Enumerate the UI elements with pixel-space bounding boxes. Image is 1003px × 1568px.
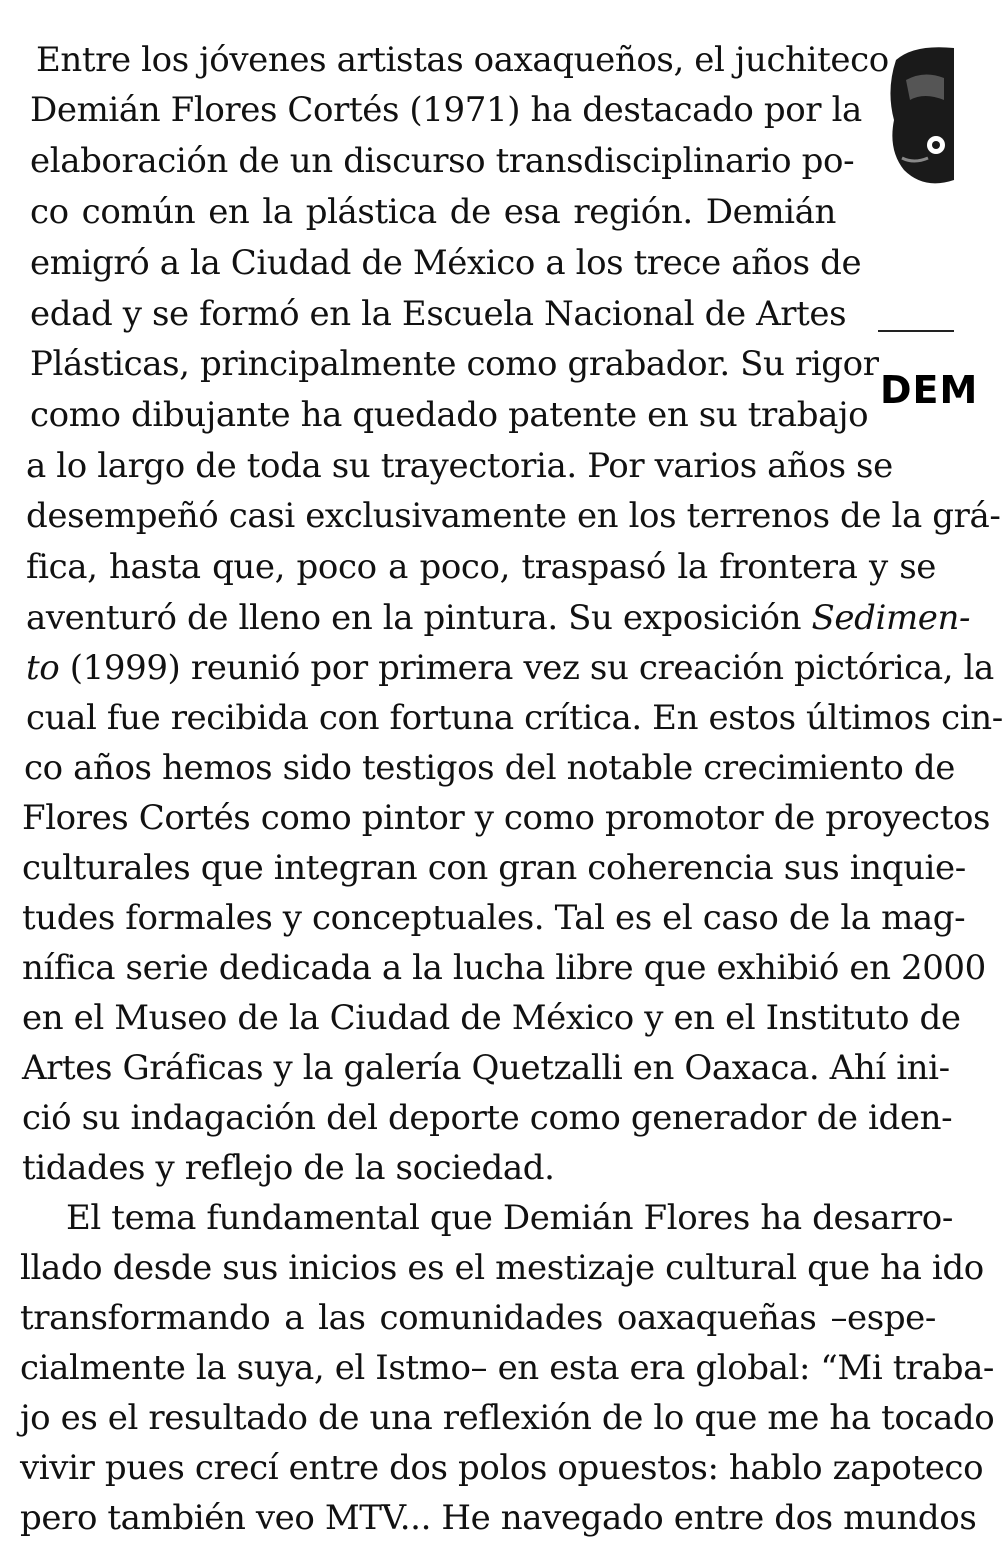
exhibition-year: (1999) [69, 648, 181, 688]
text-line: pero también veo MTV... He navegado entre dos mundos [20, 1498, 977, 1538]
text-line: cialmente la suya, el Istmo– en esta era global: “Mi traba- [20, 1348, 995, 1388]
text-line: como dibujante ha quedado patente en su trabajo [30, 395, 869, 435]
text-line: cual fue recibida con fortuna crítica. En estos últimos cin- [26, 698, 1003, 738]
text-line: nífica serie dedicada a la lucha libre que exhibió en 2000 [22, 948, 986, 988]
cropped-illustration-icon [884, 40, 954, 190]
text-line: co común en la plástica de esa región. Demián [30, 192, 836, 232]
text-line: Artes Gráficas y la galería Quetzalli en Oaxaca. Ahí ini- [22, 1048, 950, 1088]
exhibition-title: to [26, 648, 60, 688]
side-divider [878, 330, 954, 332]
text-line: llado desde sus inicios es el mestizaje cultural que ha ido [20, 1248, 984, 1288]
text-line: vivir pues crecí entre dos polos opuestos: hablo zapoteco [20, 1448, 984, 1488]
text-line: El tema fundamental que Demián Flores ha desarro- [66, 1198, 953, 1238]
side-heading: DEM [880, 368, 979, 412]
text-line: en el Museo de la Ciudad de México y en el Instituto de [22, 998, 961, 1038]
text-line: desempeñó casi exclusivamente en los terrenos de la grá- [26, 496, 1001, 536]
exhibition-title: Sedimen- [811, 598, 971, 638]
text-line: ció su indagación del deporte como generador de iden- [22, 1098, 953, 1138]
text-line: tidades y reflejo de la sociedad. [22, 1148, 555, 1188]
text-line: edad y se formó en la Escuela Nacional de Artes [30, 294, 847, 334]
text-segment: reunió por primera vez su creación pictórica, la [190, 648, 994, 688]
text-line: Flores Cortés como pintor y como promotor de proyectos [22, 798, 991, 838]
text-line: co años hemos sido testigos del notable crecimiento de [24, 748, 955, 788]
text-line [26, 648, 994, 688]
text-line: a lo largo de toda su trayectoria. Por varios años se [26, 446, 893, 486]
text-line: culturales que integran con gran coherencia sus inquie- [22, 848, 966, 888]
text-line: tudes formales y conceptuales. Tal es el caso de la mag- [22, 898, 966, 938]
text-line: jo es el resultado de una reflexión de lo que me ha tocado [20, 1398, 995, 1438]
text-segment: aventuró de lleno en la pintura. Su exposición [26, 598, 802, 638]
text-line: Plásticas, principalmente como grabador. Su rigor [30, 344, 879, 384]
text-line: fica, hasta que, poco a poco, traspasó la frontera y se [26, 547, 936, 587]
text-line: transformando a las comunidades oaxaqueñas –espe- [20, 1298, 936, 1338]
text-line: Demián Flores Cortés (1971) ha destacado por la [30, 90, 862, 130]
text-line [26, 598, 971, 638]
text-line: elaboración de un discurso transdisciplinario po- [30, 141, 855, 181]
text-line: emigró a la Ciudad de México a los trece años de [30, 243, 862, 283]
text-line: Entre los jóvenes artistas oaxaqueños, el juchiteco [36, 40, 889, 80]
